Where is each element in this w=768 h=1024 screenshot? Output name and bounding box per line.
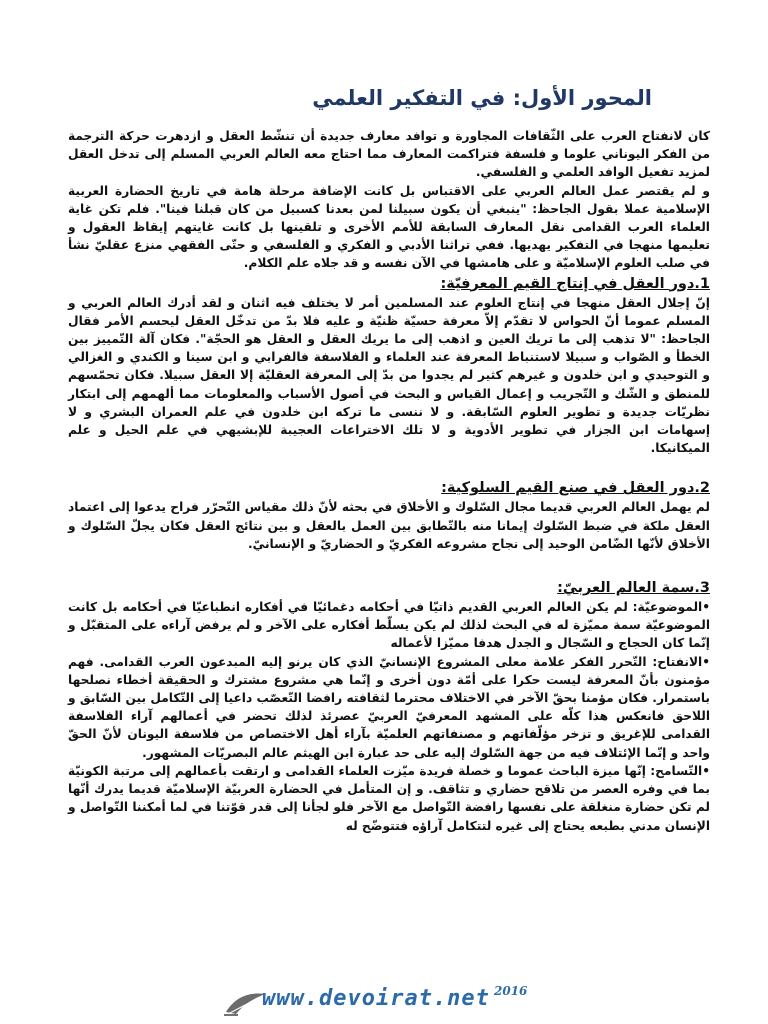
footer-year: 2016 [494,984,528,998]
list-item: •الانفتاح: التّحرر الفكر علامة معلى المشروع الإنسانيّ الذي كان يرنو إليه المبدعون العرب القدامى. فهم مؤمنون بأنّ المعرفة ليست حكرا على أمّة دون أخرى و إنّما هي مشروع مشترك و الحقيقة أخطاء نصلحها باستمرار. فكان مؤمنا بحقّ الآخر في الاختلاف محترما لثقافته رافضا التّعصّب داعيا إلى التّكامل بين السّابق و اللاحق فانعكس هذا كلّه على المشهد المعرفيّ العربيّ عصرئذ لذلك تحضر في أعمالهم آراء الفلاسفة القدامى للإغريق و تزخر مؤلّفاتهم و مصنفاتهم العلميّة بآراء أهل الاختصاص من فلاسفة اليونان لأنّ الحقّ واحد و إنّما الإئتلاف فيه من جهة السّلوك إليه على حد عبارة ابن الهيثم عالم البصريّات المشهور. [68,654,710,760]
footer-site-link[interactable]: www.devoirat.net [262,986,490,1011]
section-heading: 2.دور العقل في صنع القيم السلوكية: [441,480,710,497]
document-body [68,127,710,835]
intro-paragraph: كان لانفتاح العرب على الثّقافات المجاورة و توافد معارف جديدة أن تنشّط العقل و ازدهرت حركة الترجمة من الفكر اليوناني علوما و فلسفة فتراكمت المعارف مما احتاج معه العالم العربي المسلم إلى تدخل العقل لمزيد تفعيل الوافد العلمي و الفلسفي. [68,129,710,180]
footer-watermark [224,986,544,1020]
section-heading: 1.دور العقل في إنتاج القيم المعرفيّة: [440,275,710,292]
list-item: •التّسامح: إنّها ميزة الباحث عموما و خصلة فريدة ميّزت العلماء القدامى و ارتقت بأعمالهم إلى مرتبة الكونيّة بما في وفره العصر من تلاقح حضاري و تثاقف. و إن المتأمل في الحضارة العربيّة الإسلاميّة قديما يدرك أنّها لم تكن حضارة منغلقة على نفسها رافضة التّواصل مع الآخر فلو لجأنا إلى قدر قوّتنا في لما أمكننا التّواصل و الإنسان مدني بطبعه يحتاج إلى غيره لتتكامل آراؤه فتتوضّح له [68,763,710,833]
list-item: •الموضوعيّة: لم يكن العالم العربي القديم ذاتيّا في أحكامه دغمائيّا في أفكاره انطباعيّا في أحكامه بل كانت الموضوعيّة سمة مميّزة له في البحث لذلك لم يكن يسلّط أفكاره على الآخر و لم يرفض آراءه على المتقبّل و إنّما كان الحجاج و السّجال و الجدل هدفا مميّزا لأعماله [68,600,710,651]
intro-paragraph: و لم يقتصر عمل العالم العربي على الاقتباس بل كانت الإضافة مرحلة هامة في تاريخ الحضارة العربية الإسلامية عملا بقول الجاحظ: "ينبغي أن يكون سبيلنا لمن بعدنا كسبيل من كان قبلنا فينا". فلم تكن غاية العلماء العرب القدامى نقل المعارف السابقة للأمم الأخرى و تلقينها بل كانت غايتهم إيقاظ العقول و تعليمها منهجا في التفكير يهديها. ففي تراثنا الأدبي و الفكري و الفلسفي و حتّى الفقهي منزع عقليّ نشأ في صلب العلوم الإسلاميّة و على هامشها في الآن نفسه و قد جلاه علم الكلام. [68,183,710,271]
section-heading: 3.سمة العالم العربيّ: [557,580,710,597]
section-paragraph: لم يهمل العالم العربي قديما مجال السّلوك و الأخلاق في بحثه لأنّ ذلك مقياس التّحرّر فراح يدعوا إلى اعتماد العقل ملكة في ضبط السّلوك إيمانا منه بالتّطابق بين العمل بالعقل و بين نتائج العقل فكان يجلّ السّلوك و الأخلاق لأنّها الضّامن الوحيد إلى نجاح مشروعه الفكريّ و الحضاريّ و الإنسانيّ. [68,500,710,551]
section-paragraph: إنّ إجلال العقل منهجا في إنتاج العلوم عند المسلمين أمر لا يختلف فيه اثنان و لقد أدرك العالم العربي و المسلم عموما أنّ الحواس لا تقدّم إلاّ معرفة حسيّة ظنيّة و عليه فلا بدّ من تدخّل العقل ليحسم الأمر فقال الجاحظ: "لا تذهب إلى ما تريك العين و اذهب إلى ما يريك العقل و العقل هو الحجّة". فكان آلة التّمييز بين الخطأ و الصّواب و سبيلا لاستنباط المعرفة عند العلماء و الفلاسفة فالفرابي و ابن سينا و الكندي و الغزالي و التوحيدي و ابن خلدون و غيرهم كثير لم يجدوا من بدّ إلى المعرفة العقليّة إلا العقل سبيلا. فكان تحمّسهم للمنطق و الشّك و التّجريب و إعمال القياس و البحث في أصول الأسباب والمعلومات مما ألهمهم إلى ابتكار نظريّات جديدة و تطوير العلوم السّابقة. و لا ننسى ما تركه ابن خلدون في علم العمران البشري و لا إسهامات ابن الجزار في تطوير الأدوية و لا تلك الاختراعات العجيبة للإبشيهي في علم الحيل و علم الميكانيكا. [68,295,710,456]
page-title: المحور الأول: في التفكير العلمي [312,86,652,110]
